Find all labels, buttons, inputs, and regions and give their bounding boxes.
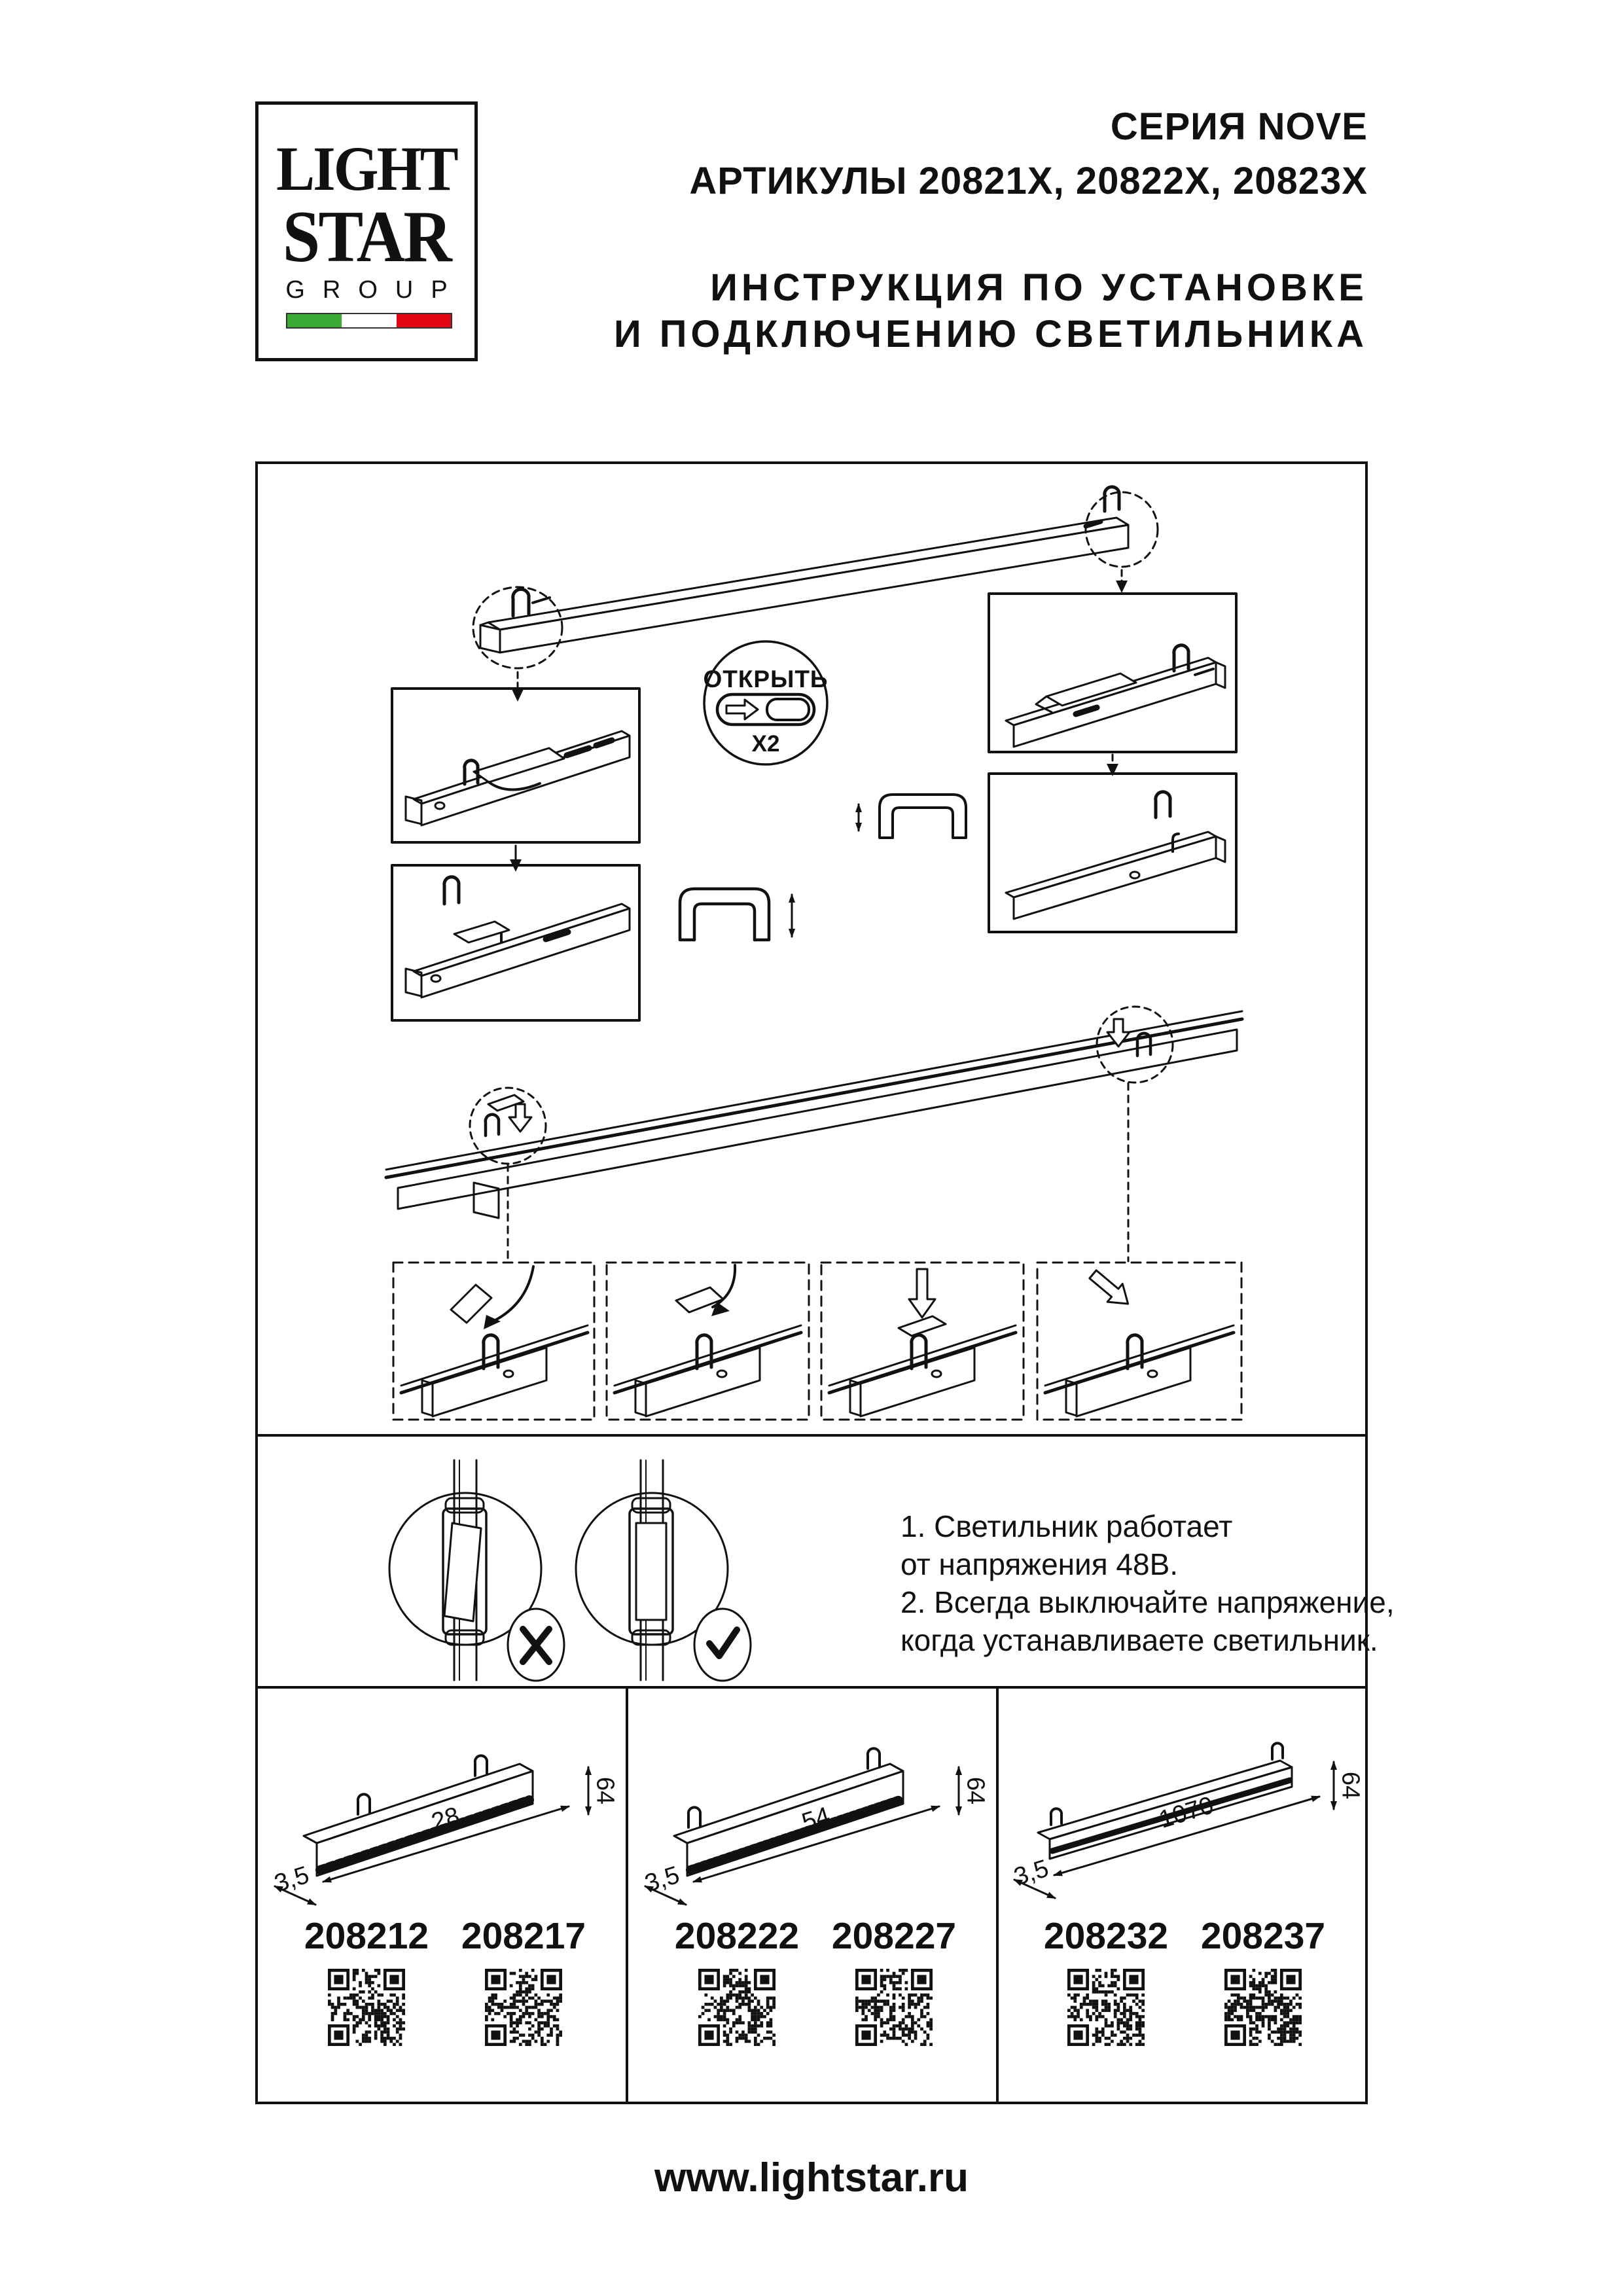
flag-red-segment <box>397 314 451 327</box>
qr-code <box>698 1969 776 2046</box>
installation-line-art <box>258 464 1365 1434</box>
note-line-1: 1. Светильник работает <box>901 1509 1233 1543</box>
ceiling-track-drawing <box>386 1011 1242 1218</box>
qr-code <box>328 1969 405 2046</box>
safety-notes <box>901 1507 1395 1659</box>
dimension-depth: 3,5 <box>641 1861 683 1898</box>
installation-diagram-section <box>255 461 1368 1437</box>
warning-section <box>255 1437 1395 1689</box>
product-panel-28 <box>258 1689 626 2102</box>
note-line-4: когда устанавливаете светильник. <box>901 1623 1378 1657</box>
step-box-2 <box>607 1263 809 1420</box>
qr-code <box>1067 1969 1145 2046</box>
qr-code <box>1224 1969 1302 2046</box>
dimension-length: 1070 <box>1156 1791 1217 1834</box>
dimension-depth: 3,5 <box>1010 1854 1052 1892</box>
open-badge-count: X2 <box>751 731 780 757</box>
note-line-2: от напряжения 48В. <box>901 1547 1179 1581</box>
article-number: 208232 <box>1043 1915 1169 1957</box>
lightstar-logo <box>255 101 478 361</box>
article-number: 208237 <box>1200 1915 1326 1957</box>
logo-word-light: LIGHT <box>276 134 457 204</box>
logo-word-star: STAR <box>282 196 451 278</box>
detail-box-latch-open <box>392 689 639 842</box>
product-panel-54 <box>628 1689 996 2102</box>
open-badge-label: ОТКРЫТЬ <box>703 666 829 692</box>
article-number: 208222 <box>674 1915 800 1957</box>
logo-word-group: GROUP <box>285 276 465 304</box>
qr-code <box>855 1969 933 2046</box>
dimension-depth: 3,5 <box>271 1861 313 1898</box>
series-title: СЕРИЯ NOVE <box>1110 105 1368 148</box>
dimension-height: 64 <box>591 1776 619 1805</box>
dimension-height: 64 <box>961 1776 990 1805</box>
website-url: www.lightstar.ru <box>654 2155 969 2200</box>
article-number: 208212 <box>304 1915 429 1957</box>
article-number: 208217 <box>461 1915 586 1957</box>
clip-profile-large-icon <box>680 889 769 940</box>
step-box-4 <box>1037 1263 1241 1420</box>
arrow-to-detail-c <box>1116 570 1128 593</box>
flag-white-segment <box>342 314 396 327</box>
qr-code <box>485 1969 562 2046</box>
article-number: 208227 <box>831 1915 957 1957</box>
step-box-3 <box>821 1263 1024 1420</box>
highlight-circle-clip-insert <box>470 1088 546 1164</box>
dimension-length: 28 <box>428 1802 463 1837</box>
italian-flag-bar <box>286 313 452 329</box>
instruction-title-line2: И ПОДКЛЮЧЕНИЮ СВЕТИЛЬНИКА <box>613 313 1368 355</box>
clip-profile-small-icon <box>880 795 966 838</box>
arrow-to-detail-a <box>512 672 524 702</box>
step-box-1 <box>393 1263 594 1420</box>
check-badge <box>694 1609 751 1681</box>
arrow-a-to-b <box>510 846 522 872</box>
cross-badge <box>508 1609 564 1681</box>
luminaire-bar-drawing <box>480 487 1128 653</box>
note-line-3: 2. Всегда выключайте напряжение, <box>901 1585 1395 1619</box>
flag-green-segment <box>287 314 342 327</box>
detail-box-clip-over-rail <box>989 774 1236 932</box>
detail-box-clip-removed <box>392 865 639 1020</box>
detail-box-cover-slide <box>989 594 1236 752</box>
instruction-title-line1: ИНСТРУКЦИЯ ПО УСТАНОВКЕ <box>710 266 1368 309</box>
dimension-length: 54 <box>798 1802 834 1837</box>
product-variants-section <box>255 1689 1368 2104</box>
dimension-height: 64 <box>1336 1771 1364 1800</box>
product-panel-1070 <box>999 1689 1365 2102</box>
articles-line: АРТИКУЛЫ 20821X, 20822X, 20823X <box>689 160 1368 202</box>
